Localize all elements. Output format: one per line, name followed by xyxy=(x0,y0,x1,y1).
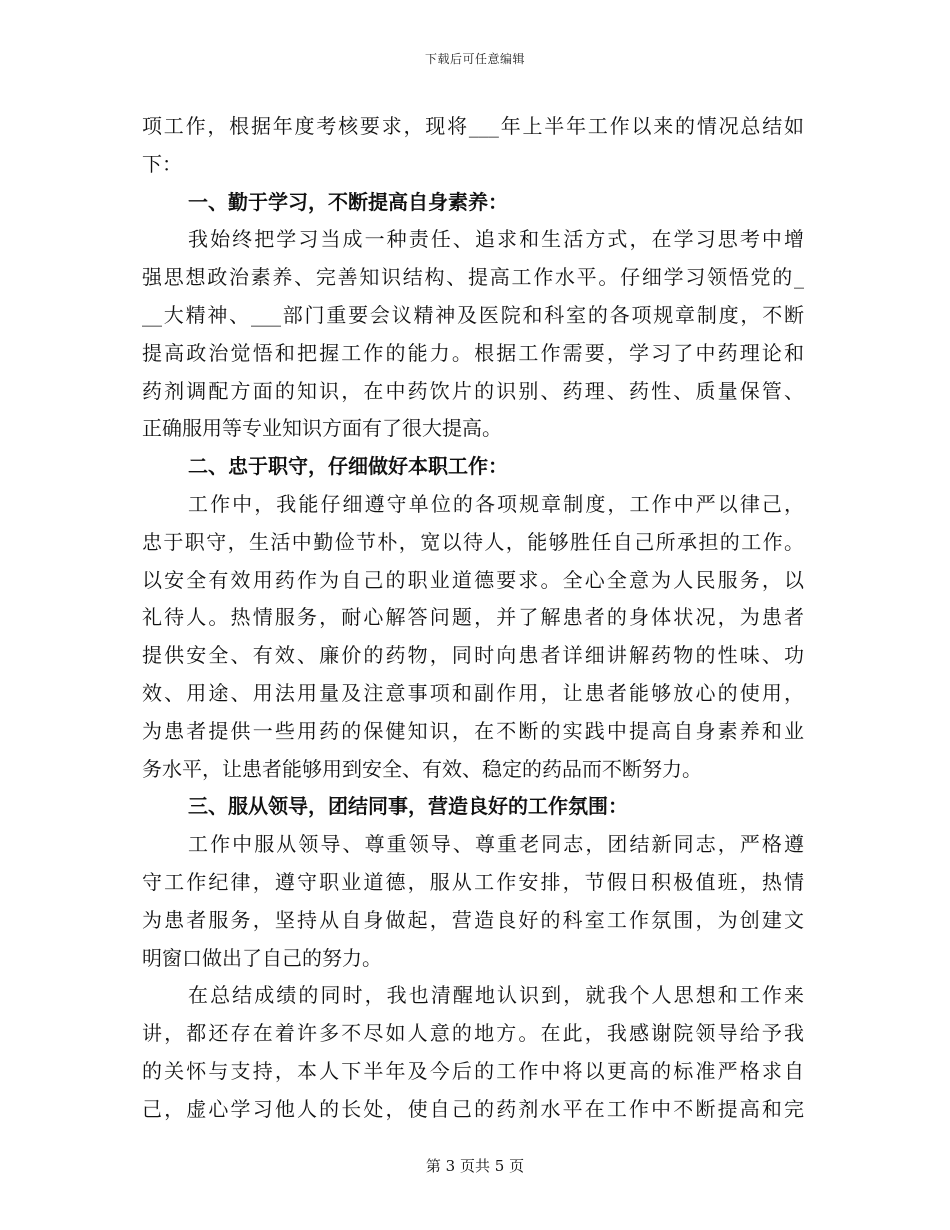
text-line: 工作中，我能仔细遵守单位的各项规章制度，工作中严以律己， xyxy=(188,491,804,516)
text-line: 工作中服从领导、尊重领导、尊重老同志，团结新同志，严格遵 xyxy=(188,832,804,857)
section-heading-2: 二、忠于职守，仔细做好本职工作： xyxy=(188,454,508,479)
text-line: 正确服用等专业知识方面有了很大提高。 xyxy=(142,416,502,441)
text-line: 效、用途、用法用量及注意事项和副作用，让患者能够放心的使用， xyxy=(142,680,804,705)
text-line: 为患者提供一些用药的保健知识，在不断的实践中提高自身素养和业 xyxy=(142,718,804,743)
text-line: 我始终把学习当成一种责任、追求和生活方式，在学习思考中增 xyxy=(188,227,804,252)
text-line: 明窗口做出了自己的努力。 xyxy=(142,945,382,970)
text-line: 提供安全、有效、廉价的药物，同时向患者详细讲解药物的性味、功 xyxy=(142,643,804,668)
text-line: 守工作纪律，遵守职业道德，服从工作安排，节假日积极值班，热情 xyxy=(142,869,804,894)
text-line: 药剂调配方面的知识，在中药饮片的识别、药理、药性、质量保管、 xyxy=(142,378,804,403)
section-heading-1: 一、勤于学习，不断提高自身素养： xyxy=(188,189,508,214)
document-body xyxy=(142,108,804,1129)
text-line: 己，虚心学习他人的长处，使自己的药剂水平在工作中不断提高和完 xyxy=(142,1096,804,1121)
section-heading-3: 三、服从领导，团结同事，营造良好的工作氛围： xyxy=(188,794,628,819)
text-line: 项工作，根据年度考核要求，现将___年上半年工作以来的情况总结如 xyxy=(142,114,804,138)
page-footer: 第 3 页共 5 页 xyxy=(425,1157,525,1175)
text-line: 以安全有效用药作为自己的职业道德要求。全心全意为人民服务，以 xyxy=(142,567,804,592)
text-line: 在总结成绩的同时，我也清醒地认识到，就我个人思想和工作来 xyxy=(188,983,804,1008)
text-line: 为患者服务，坚持从自身做起，营造良好的科室工作氛围，为创建文 xyxy=(142,907,804,932)
text-line: 务水平，让患者能够用到安全、有效、稳定的药品而不断努力。 xyxy=(142,756,702,781)
text-line: 礼待人。热情服务，耐心解答问题，并了解患者的身体状况，为患者 xyxy=(142,605,804,630)
text-line: __大精神、___部门重要会议精神及医院和科室的各项规章制度，不断 xyxy=(142,302,804,327)
text-line: 下： xyxy=(142,151,182,176)
text-line: 提高政治觉悟和把握工作的能力。根据工作需要，学习了中药理论和 xyxy=(142,340,804,365)
text-line: 的关怀与支持，本人下半年及今后的工作中将以更高的标准严格求自 xyxy=(142,1058,804,1083)
text-line: 忠于职守，生活中勤俭节朴，宽以待人，能够胜任自己所承担的工作。 xyxy=(142,529,804,554)
page-header: 下载后可任意编辑 xyxy=(424,52,525,66)
text-line: 强思想政治素养、完善知识结构、提高工作水平。仔细学习领悟党的_ xyxy=(142,265,804,290)
text-line: 讲，都还存在着许多不尽如人意的地方。在此，我感谢院领导给予我 xyxy=(142,1021,804,1046)
